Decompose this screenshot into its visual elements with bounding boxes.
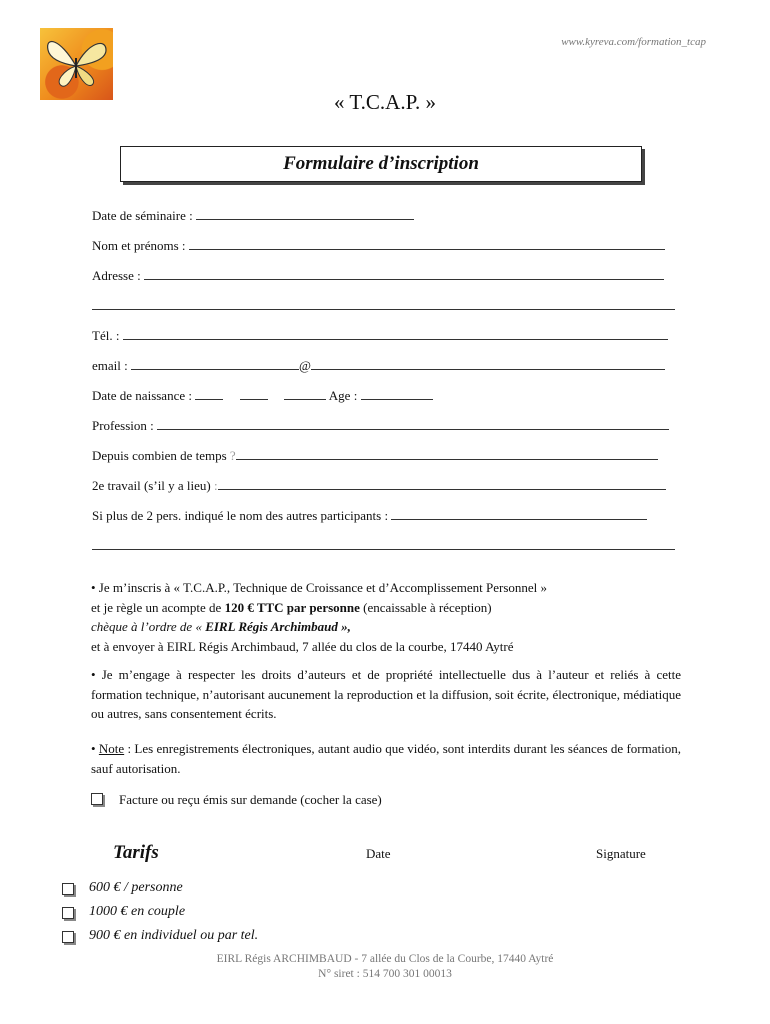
tarif-checkbox-3[interactable]	[62, 931, 74, 943]
name-field[interactable]	[92, 238, 665, 254]
footer-address: EIRL Régis ARCHIMBAUD - 7 allée du Clos de la Courbe, 17440 Aytré	[216, 953, 554, 965]
cheque-text: chèque à l’ordre de «	[91, 619, 206, 634]
address-field[interactable]	[92, 268, 664, 284]
note-paragraph	[91, 739, 681, 778]
copyright-paragraph: • Je m’engage à respecter les droits d’auteurs et de propriété intellectuelle dus à l’auteur et reliés à cette formation technique, n’autorisant aucunement la reproduction et la diffusion, soit écrite, électronique, médiatique ou autres, sans consentement écrits.	[91, 667, 681, 721]
tarif-checkbox-1[interactable]	[62, 883, 74, 895]
address-blank[interactable]	[144, 268, 664, 280]
tarif-option-3: 900 € en individuel ou par tel.	[89, 928, 259, 943]
birth-month-blank[interactable]	[240, 388, 268, 400]
note-text: : Les enregistrements électroniques, autant audio que vidéo, sont interdits durant les séances de formation, sauf autorisation.	[91, 741, 681, 776]
signature-label: Signature	[596, 846, 646, 861]
birth-day-blank[interactable]	[195, 388, 223, 400]
second-job-field[interactable]	[92, 478, 666, 494]
seminar-date-blank[interactable]	[196, 208, 414, 220]
phone-label: Tél. :	[92, 328, 120, 343]
since-field[interactable]	[92, 448, 658, 464]
note-label: Note	[98, 741, 125, 756]
name-label: Nom et prénoms :	[92, 238, 186, 253]
second-job-label: 2e travail (s’il y a lieu)	[92, 478, 211, 493]
form-title: Formulaire d’inscription	[283, 153, 479, 174]
note-bullet: •	[91, 741, 99, 756]
birth-date-field[interactable]	[92, 388, 433, 404]
phone-field[interactable]	[92, 328, 668, 344]
email-at: @	[299, 358, 311, 373]
registration-line-1: • Je m’inscris à « T.C.A.P., Technique de Croissance et d’Accomplissement Personnel »	[91, 580, 548, 595]
address-label: Adresse :	[92, 268, 141, 283]
second-job-blank[interactable]	[218, 478, 666, 490]
deposit-text: et je règle un acompte de	[91, 599, 225, 615]
other-participants-field[interactable]	[92, 508, 647, 524]
website-url[interactable]: www.kyreva.com/formation_tcap	[561, 36, 706, 48]
birth-year-blank[interactable]	[284, 388, 326, 400]
email-field[interactable]	[92, 358, 665, 374]
since-mark: ?	[229, 448, 236, 463]
invoice-checkbox[interactable]	[91, 793, 103, 805]
tarif-option-2: 1000 € en couple	[89, 904, 186, 919]
tarifs-heading: Tarifs	[113, 842, 159, 863]
other-participants-label: Si plus de 2 pers. indiqué le nom des autres participants :	[92, 508, 389, 523]
profession-label: Profession :	[92, 418, 154, 433]
tarif-checkbox-2[interactable]	[62, 907, 74, 919]
seminar-date-field[interactable]	[92, 208, 414, 224]
seminar-date-label: Date de séminaire :	[92, 208, 193, 223]
registration-line-4: et à envoyer à EIRL Régis Archimbaud, 7 allée du clos de la courbe, 17440 Aytré	[91, 638, 514, 654]
email-label: email :	[92, 358, 128, 373]
registration-paragraph	[91, 578, 681, 656]
name-blank[interactable]	[189, 238, 665, 250]
other-participants-blank[interactable]	[391, 508, 647, 520]
profession-field[interactable]	[92, 418, 669, 434]
other-participants-blank-2[interactable]	[92, 538, 675, 550]
email-domain-blank[interactable]	[311, 358, 665, 370]
footer-siret: N° siret : 514 700 301 00013	[318, 968, 452, 980]
phone-blank[interactable]	[123, 328, 668, 340]
deposit-note: (encaissable à réception)	[359, 599, 492, 615]
second-job-mark: :	[214, 478, 218, 493]
since-blank[interactable]	[236, 448, 658, 460]
age-label: Age :	[328, 388, 358, 403]
other-participants-field-2[interactable]	[92, 538, 675, 554]
birth-date-label: Date de naissance :	[92, 388, 192, 403]
tarif-option-1: 600 € / personne	[89, 880, 183, 895]
registration-line-2	[91, 598, 681, 618]
email-user-blank[interactable]	[131, 358, 299, 370]
deposit-amount: 120 € TTC par personne	[224, 599, 360, 615]
page-title: « T.C.A.P. »	[334, 90, 436, 114]
registration-line-3	[91, 617, 681, 637]
cheque-payee: EIRL Régis Archimbaud »,	[205, 619, 351, 634]
since-label: Depuis combien de temps	[92, 448, 227, 463]
address-field-2[interactable]	[92, 298, 675, 314]
profession-blank[interactable]	[157, 418, 669, 430]
age-blank[interactable]	[361, 388, 433, 400]
form-title-box	[120, 146, 642, 182]
invoice-label: Facture ou reçu émis sur demande (cocher la case)	[119, 792, 382, 807]
date-label: Date	[366, 846, 391, 861]
address-blank-2[interactable]	[92, 298, 675, 310]
